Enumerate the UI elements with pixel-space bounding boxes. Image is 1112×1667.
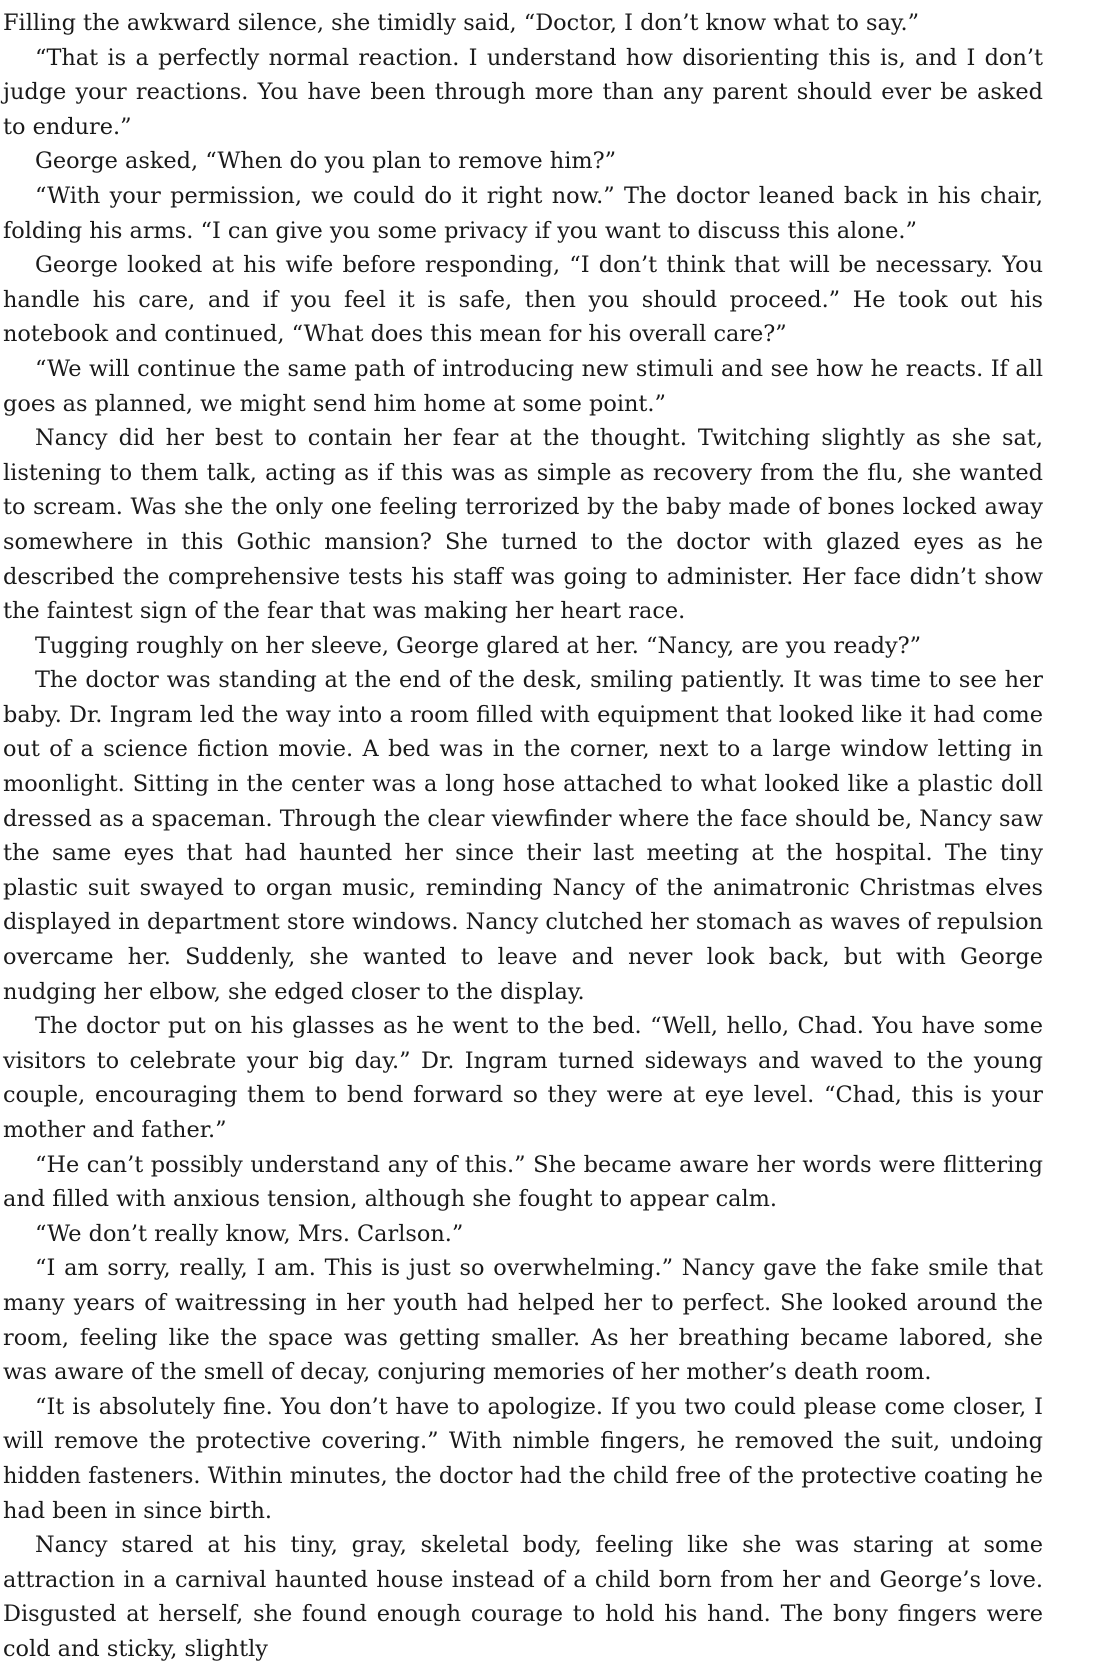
- paragraph: “It is absolutely fine. You don’t have to apologize. If you two could please come closer, I will remove the protective covering.” With nimble fingers, he removed the suit, undoing hidden fasteners. Within minutes, the doctor had the child free of the protective coating he had been in since birth.: [3, 1393, 1043, 1524]
- paragraph: “That is a perfectly normal reaction. I understand how disorienting this is, and I don’t judge your reactions. You have been through more than any parent should ever be asked to endure.”: [3, 44, 1043, 140]
- paragraph: The doctor put on his glasses as he went to the bed. “Well, hello, Chad. You have some visitors to celebrate your big day.” Dr. Ingram turned sideways and waved to the young couple, encouraging them to bend forward so they were at eye level. “Chad, this is your mother and father.”: [3, 1013, 1043, 1143]
- book-page: [3, 6, 1043, 1667]
- paragraph: Filling the awkward silence, she timidly said, “Doctor, I don’t know what to say.”: [3, 10, 920, 36]
- paragraph: George looked at his wife before responding, “I don’t think that will be necessary. You handle his care, and if you feel it is safe, then you should proceed.” He took out his notebook and continued, “What does this mean for his overall care?”: [3, 252, 1043, 348]
- paragraph: “With your permission, we could do it right now.” The doctor leaned back in his chair, folding his arms. “I can give you some privacy if you want to discuss this alone.”: [3, 182, 1043, 244]
- paragraph: The doctor was standing at the end of the desk, smiling patiently. It was time to see her baby. Dr. Ingram led the way into a room filled with equipment that looked like it had come out of a science fiction movie. A bed was in the corner, next to a large window letting in moonlight. Sitting in the center was a long hose attached to what looked like a plastic doll dressed as a spaceman. Through the clear viewfinder where the face should be, Nancy saw the same eyes that had haunted her since their last meeting at the hospital. The tiny plastic suit swayed to organ music, reminding Nancy of the animatronic Christmas elves displayed in department store windows. Nancy clutched her stomach as waves of repulsion overcame her. Suddenly, she wanted to leave and never look back, but with George nudging her elbow, she edged closer to the display.: [3, 667, 1043, 1005]
- paragraph: Nancy stared at his tiny, gray, skeletal body, feeling like she was staring at some attraction in a carnival haunted house instead of a child born from her and George’s love. Disgusted at herself, she found enough courage to hold his hand. The bony fingers were cold and sticky, slightly: [3, 1532, 1043, 1662]
- paragraph: “We don’t really know, Mrs. Carlson.”: [35, 1220, 464, 1247]
- paragraph: “I am sorry, really, I am. This is just so overwhelming.” Nancy gave the fake smile that many years of waitressing in her youth had helped her to perfect. She looked around the room, feeling like the space was getting smaller. As her breathing became labored, she was aware of the smell of decay, conjuring memories of her mother’s death room.: [3, 1255, 1043, 1386]
- paragraph: Tugging roughly on her sleeve, George glared at her. “Nancy, are you ready?”: [35, 632, 922, 659]
- paragraph: “We will continue the same path of introducing new stimuli and see how he reacts. If all goes as planned, we might send him home at some point.”: [3, 355, 1043, 417]
- paragraph: George asked, “When do you plan to remove him?”: [35, 148, 617, 175]
- paragraph: “He can’t possibly understand any of this.” She became aware her words were flittering and filled with anxious tension, although she fought to appear calm.: [3, 1151, 1043, 1213]
- paragraph: Nancy did her best to contain her fear at the thought. Twitching slightly as she sat, listening to them talk, acting as if this was as simple as recovery from the flu, she wanted to scream. Was she the only one feeling terrorized by the baby made of bones locked away somewhere in this Gothic mansion? She turned to the doctor with glazed eyes as he described the comprehensive tests his staff was going to administer. Her face didn’t show the faintest sign of the fear that was making her heart race.: [3, 425, 1043, 625]
